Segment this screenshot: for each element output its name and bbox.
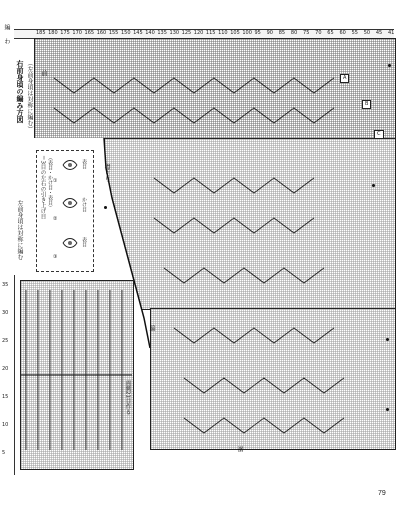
marker-a: A (340, 74, 349, 83)
ruler-number: 150 (120, 30, 131, 36)
legend-steps-note: （表目・かけ目・表目） (47, 155, 53, 210)
legend-icon-label-2: かけ目 (81, 197, 87, 212)
side-ruler-number: 35 (2, 282, 9, 288)
ruler-number: 75 (303, 30, 310, 36)
edge-marker (372, 184, 375, 187)
legend-icon-label-3: 表目 (81, 237, 87, 247)
legend-icon-label-1: 表目 (81, 159, 87, 169)
edge-marker (386, 408, 389, 411)
count-note: 両側21目作る (124, 380, 131, 415)
edging-chart-motifs (20, 280, 132, 468)
side-ruler-number: 10 (2, 422, 9, 428)
ruler-number: 120 (193, 30, 204, 36)
legend-step-3: ③ (53, 254, 58, 260)
legend-stitch-icon-2 (61, 195, 79, 211)
side-ruler-number: 15 (2, 394, 9, 400)
ruler-number: 130 (169, 30, 180, 36)
ruler-number: 55 (351, 30, 358, 36)
legend-box (36, 150, 94, 272)
ruler-number: 100 (242, 30, 252, 36)
corner-label-top: 編 (3, 24, 10, 30)
page-number: 79 (378, 490, 386, 497)
ruler-number: 135 (157, 30, 167, 36)
ruler-number: 165 (84, 30, 95, 36)
ruler-number: 85 (278, 30, 286, 36)
side-ruler-number: 25 (2, 338, 9, 344)
legend-step-2: ② (53, 216, 58, 222)
ruler-number: 180 (48, 30, 58, 36)
ruler-number: 90 (266, 30, 273, 36)
ruler-number: 65 (327, 30, 334, 36)
ruler-number: 95 (254, 30, 261, 36)
neck-marker (104, 206, 107, 209)
ruler-number: 155 (108, 30, 119, 36)
ruler-number: 170 (72, 30, 82, 36)
ruler-number: 185 (36, 30, 46, 36)
marker-c: C (374, 130, 384, 139)
ruler-number: 145 (133, 30, 143, 36)
legend-stitch-icon-3 (61, 235, 79, 251)
ruler-number: 175 (60, 30, 70, 36)
side-ruler-number: 5 (2, 450, 6, 456)
legend-title: ＝3目の左右の引き上げ目 (39, 155, 46, 219)
ruler-number: 160 (96, 30, 107, 36)
ruler-number: 60 (339, 30, 346, 36)
side-ruler-number: 20 (2, 366, 9, 372)
legend-step-1: ① (53, 178, 58, 184)
hem-label: 裾 (236, 446, 243, 452)
edge-marker (388, 64, 391, 67)
legend-stitch-icon-1 (61, 157, 79, 173)
chart-title: 右前身頃の編み方図 (16, 60, 24, 123)
neck-label: 襟ぐり (103, 164, 110, 182)
ruler-number: 110 (218, 30, 228, 36)
side-ruler (2, 275, 21, 475)
marker-b: B (362, 100, 371, 109)
edge-marker (386, 338, 389, 341)
side-label: 脇 (148, 325, 155, 331)
ruler-number: 140 (145, 30, 155, 36)
ruler-number: 50 (363, 30, 371, 36)
ruler-number: 80 (290, 30, 298, 36)
front-label: 前 (40, 70, 47, 76)
ruler-number: 45 (375, 30, 383, 36)
ruler-number: 70 (315, 30, 322, 36)
ruler-number: 125 (181, 30, 192, 36)
corner-label-bottom: わ (3, 38, 10, 44)
ruler-number: 105 (230, 30, 240, 36)
chart-subtitle: （左前身頃は対称に編む） (26, 60, 33, 132)
back-note: 左前身頃は対称に編む (16, 200, 23, 260)
ruler-number: 115 (205, 30, 216, 36)
side-ruler-number: 30 (2, 310, 9, 316)
ruler-number: 41 (388, 30, 395, 36)
